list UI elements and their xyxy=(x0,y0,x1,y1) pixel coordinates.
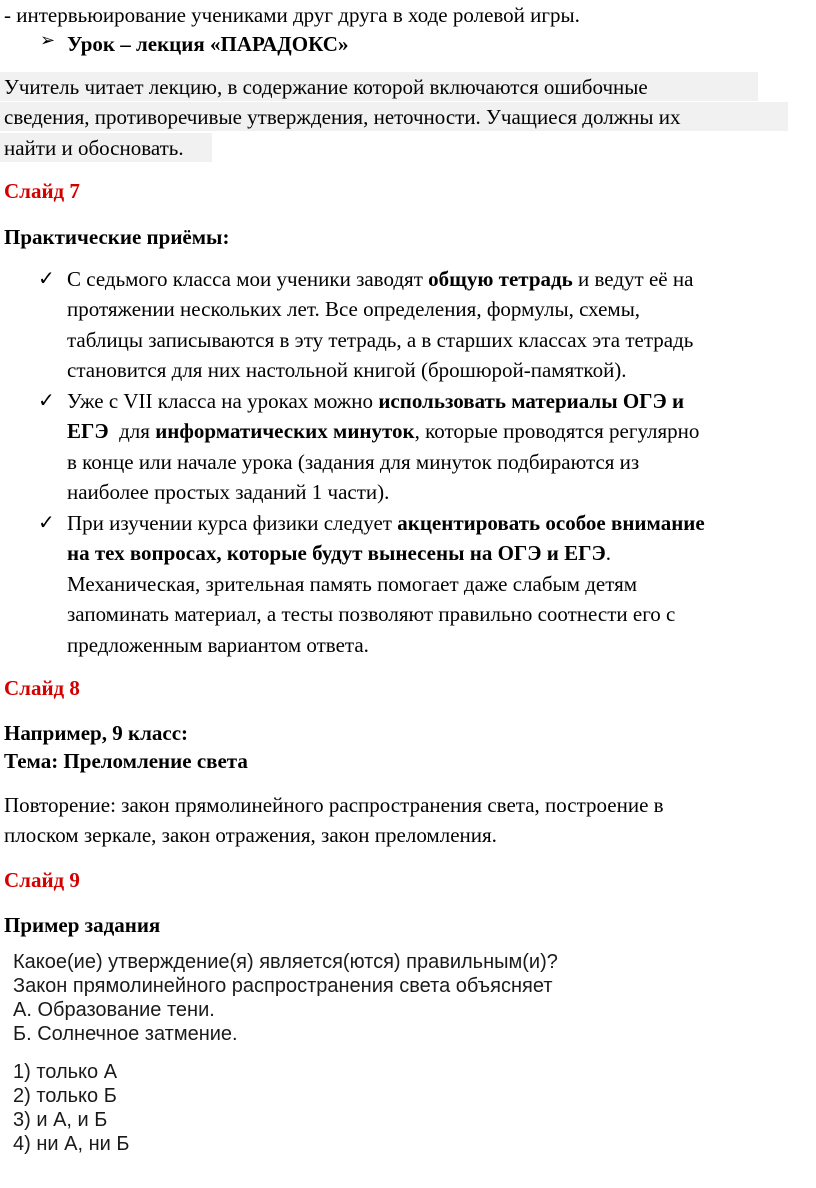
task-answer-3: 3) и А, и Б xyxy=(13,1109,108,1131)
checkmark-icon: ✓ xyxy=(38,266,55,290)
task-answer-4: 4) ни А, ни Б xyxy=(13,1133,130,1155)
bullet1-line4: становится для них настольной книгой (брошюрой-памяткой). xyxy=(67,358,627,382)
task-example-image xyxy=(13,950,613,1156)
bullet1-line2: протяжении нескольких лет. Все определения, формулы, схемы, xyxy=(67,297,641,321)
bullet3-line3: Механическая, зрительная память помогает даже слабым детям xyxy=(67,572,638,596)
bullet1-line3: таблицы записываются в эту тетрадь, а в старших классах эта тетрадь xyxy=(67,328,694,352)
paradox-line-1: Учитель читает лекцию, в содержание которой включаются ошибочные xyxy=(4,75,648,99)
arrow-bullet-icon: ➢ xyxy=(40,30,56,51)
slide7-title: Слайд 7 xyxy=(4,179,80,203)
slide8-example-line: Например, 9 класс: xyxy=(4,721,189,745)
slide8-title: Слайд 8 xyxy=(4,676,80,700)
task-option-a: А. Образование тени. xyxy=(13,999,215,1021)
bullet1-line1: С седьмого класса мои ученики заводят общую тетрадь и ведут её на xyxy=(67,267,694,291)
bullet3-line2: на тех вопросах, которые будут вынесены на ОГЭ и ЕГЭ. xyxy=(67,541,611,565)
slide9-heading: Пример задания xyxy=(4,913,161,937)
bullet3-line5: предложенным вариантом ответа. xyxy=(67,633,369,657)
slide9-title: Слайд 9 xyxy=(4,868,80,892)
slide8-repeat-line1: Повторение: закон прямолинейного распространения света, построение в xyxy=(4,793,664,817)
bullet3-line4: запоминать материал, а тесты позволяют правильно соотнести его с xyxy=(67,602,676,626)
slide7-heading: Практические приёмы: xyxy=(4,225,230,249)
task-question: Какое(ие) утверждение(я) является(ются) правильным(и)? xyxy=(13,951,558,973)
bullet2-line4: наиболее простых заданий 1 части). xyxy=(67,480,390,504)
slide8-topic-line: Тема: Преломление света xyxy=(4,749,248,773)
task-answer-1: 1) только А xyxy=(13,1061,118,1083)
slide8-repeat-line2: плоском зеркале, закон отражения, закон преломления. xyxy=(4,823,497,847)
bullet2-line3: в конце или начале урока (задания для минуток подбираются из xyxy=(67,450,640,474)
top-line: - интервьюирование учениками друг друга в ходе ролевой игры. xyxy=(4,3,580,27)
task-answer-2: 2) только Б xyxy=(13,1085,117,1107)
bullet2-line2: ЕГЭ для информатических минуток, которые проводятся регулярно xyxy=(67,419,700,443)
task-statement: Закон прямолинейного распространения света объясняет xyxy=(13,975,553,997)
paradox-line-3: найти и обосновать. xyxy=(4,136,184,160)
paradox-line-2: сведения, противоречивые утверждения, неточности. Учащиеся должны их xyxy=(4,105,681,129)
checkmark-icon: ✓ xyxy=(38,510,55,534)
lesson-heading: Урок – лекция «ПАРАДОКС» xyxy=(67,32,349,56)
task-option-b: Б. Солнечное затмение. xyxy=(13,1023,238,1045)
checkmark-icon: ✓ xyxy=(38,388,55,412)
bullet3-line1: При изучении курса физики следует акцентировать особое внимание xyxy=(67,511,705,535)
bullet2-line1: Уже с VII класса на уроках можно использовать материалы ОГЭ и xyxy=(67,389,685,413)
